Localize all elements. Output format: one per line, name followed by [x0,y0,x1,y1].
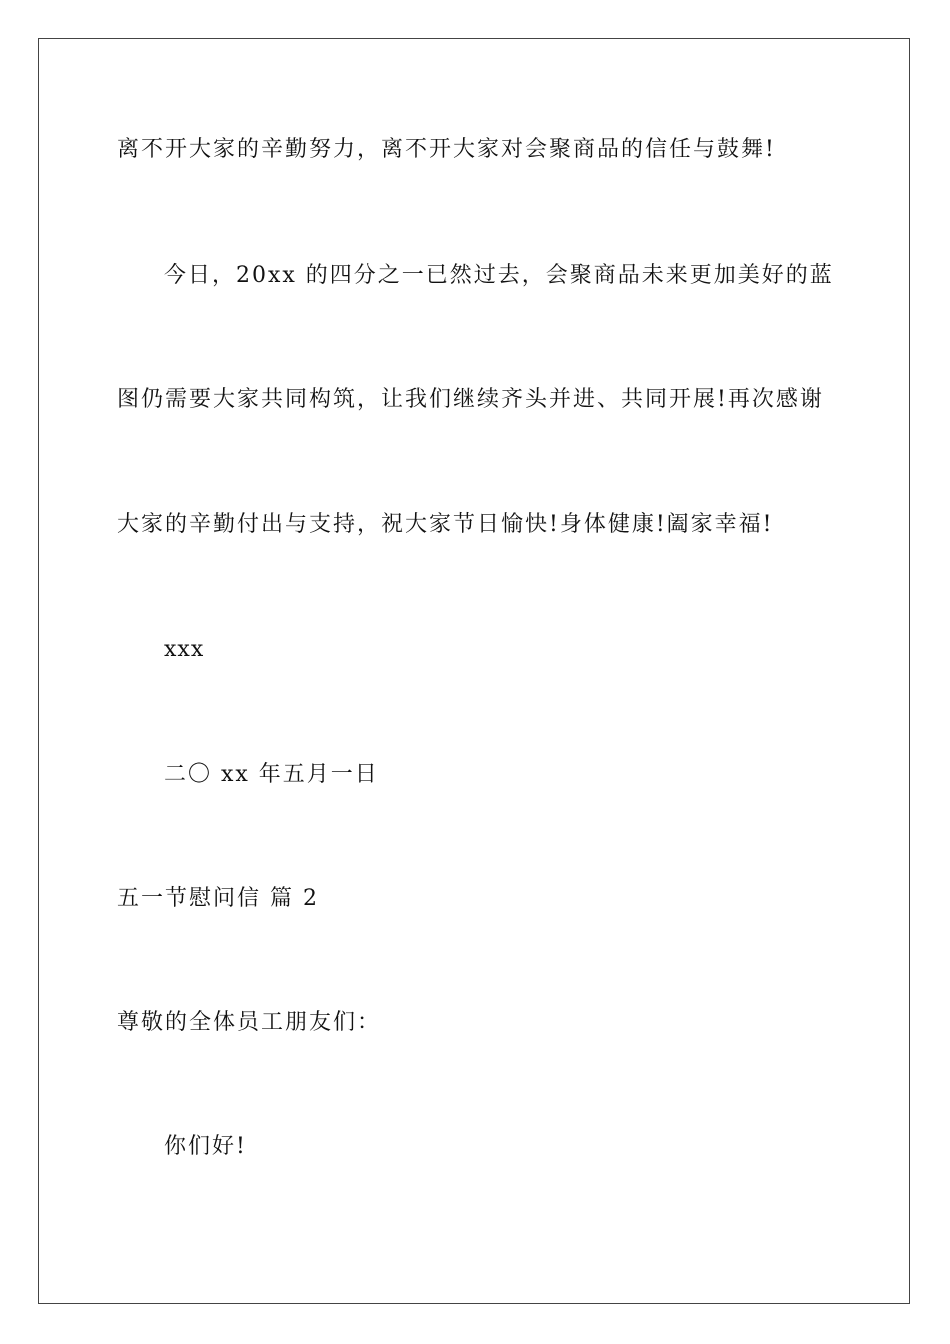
signature-date: 二〇 xx 年五月一日 [164,762,379,787]
paragraph-line: 图仍需要大家共同构筑，让我们继续齐头并进、共同开展!再次感谢 [117,387,824,412]
paragraph-line: 大家的辛勤付出与支持，祝大家节日愉快!身体健康!阖家幸福! [117,512,774,537]
signature-name: xxx [164,637,205,662]
section-heading: 五一节慰问信 篇 2 [117,886,319,911]
paragraph-line: 离不开大家的辛勤努力，离不开大家对会聚商品的信任与鼓舞! [117,137,776,162]
page-frame [38,38,910,1304]
salutation: 尊敬的全体员工朋友们： [117,1010,382,1035]
greeting: 你们好! [164,1134,247,1159]
paragraph-line: 今日，20xx 的四分之一已然过去，会聚商品未来更加美好的蓝 [164,263,834,288]
